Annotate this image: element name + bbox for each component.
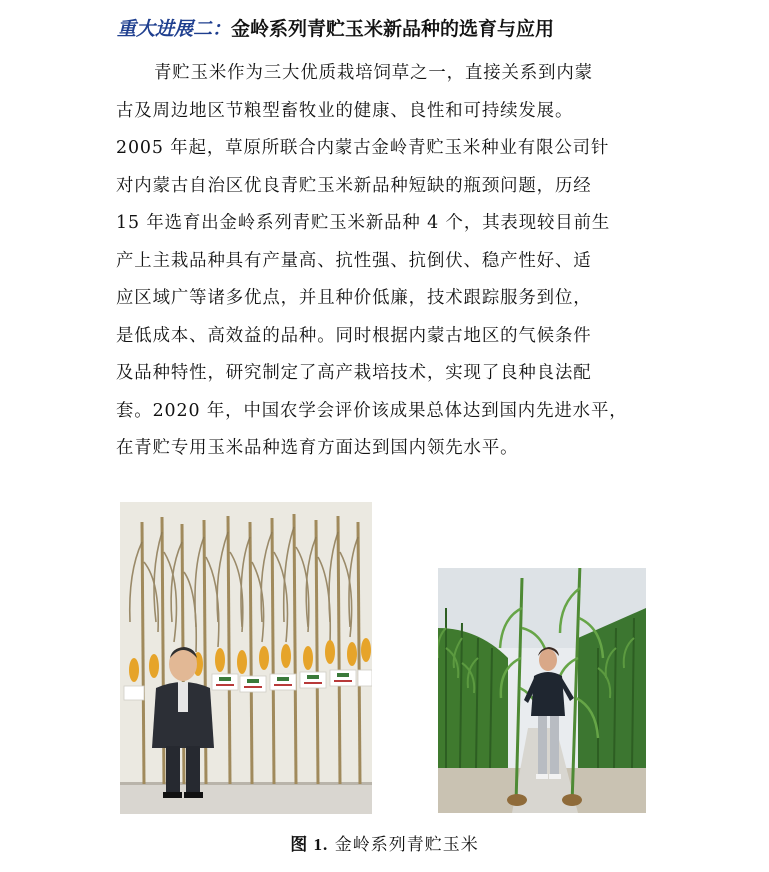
paragraph-line: 在青贮专用玉米品种选育方面达到国内领先水平。 (116, 438, 519, 458)
paragraph-line: 应区域广等诸多优点，并且种价低廉，技术跟踪服务到位， (116, 288, 592, 308)
heading-title: 金岭系列青贮玉米新品种的选育与应用 (231, 18, 555, 40)
paragraph-line: 古及周边地区节粮型畜牧业的健康、良性和可持续发展。 (116, 100, 574, 121)
paragraph-line: 青贮玉米作为三大优质栽培饲草之一，直接关系到内蒙 (154, 63, 593, 83)
section-heading (117, 14, 554, 41)
paragraph-line: 是低成本、高效益的品种。同时根据内蒙古地区的气候条件 (116, 325, 592, 346)
paragraph-line: 2005 年起，草原所联合内蒙古金岭青贮玉米种业有限公司针 (116, 138, 610, 158)
paragraph-line: 及品种特性，研究制定了高产栽培技术，实现了良种良法配 (116, 363, 592, 383)
figure-caption (0, 830, 769, 855)
paragraph-line: 产上主栽品种具有产量高、抗性强、抗倒伏、稳产性好、适 (116, 250, 592, 271)
body-paragraph (116, 55, 656, 468)
photo-corn-field (438, 568, 646, 813)
figure-caption-text: 金岭系列青贮玉米 (334, 835, 479, 855)
heading-prefix: 重大进展二： (117, 18, 232, 40)
photo-corn-display (120, 502, 372, 814)
figure-number: 图 1. (290, 835, 329, 854)
paragraph-line: 对内蒙古自治区优良青贮玉米新品种短缺的瓶颈问题，历经 (116, 175, 592, 196)
paragraph-line: 套。2020 年，中国农学会评价该成果总体达到国内先进水平， (116, 400, 628, 421)
paragraph-line: 15 年选育出金岭系列青贮玉米新品种 4 个，其表现较目前生 (116, 213, 611, 233)
